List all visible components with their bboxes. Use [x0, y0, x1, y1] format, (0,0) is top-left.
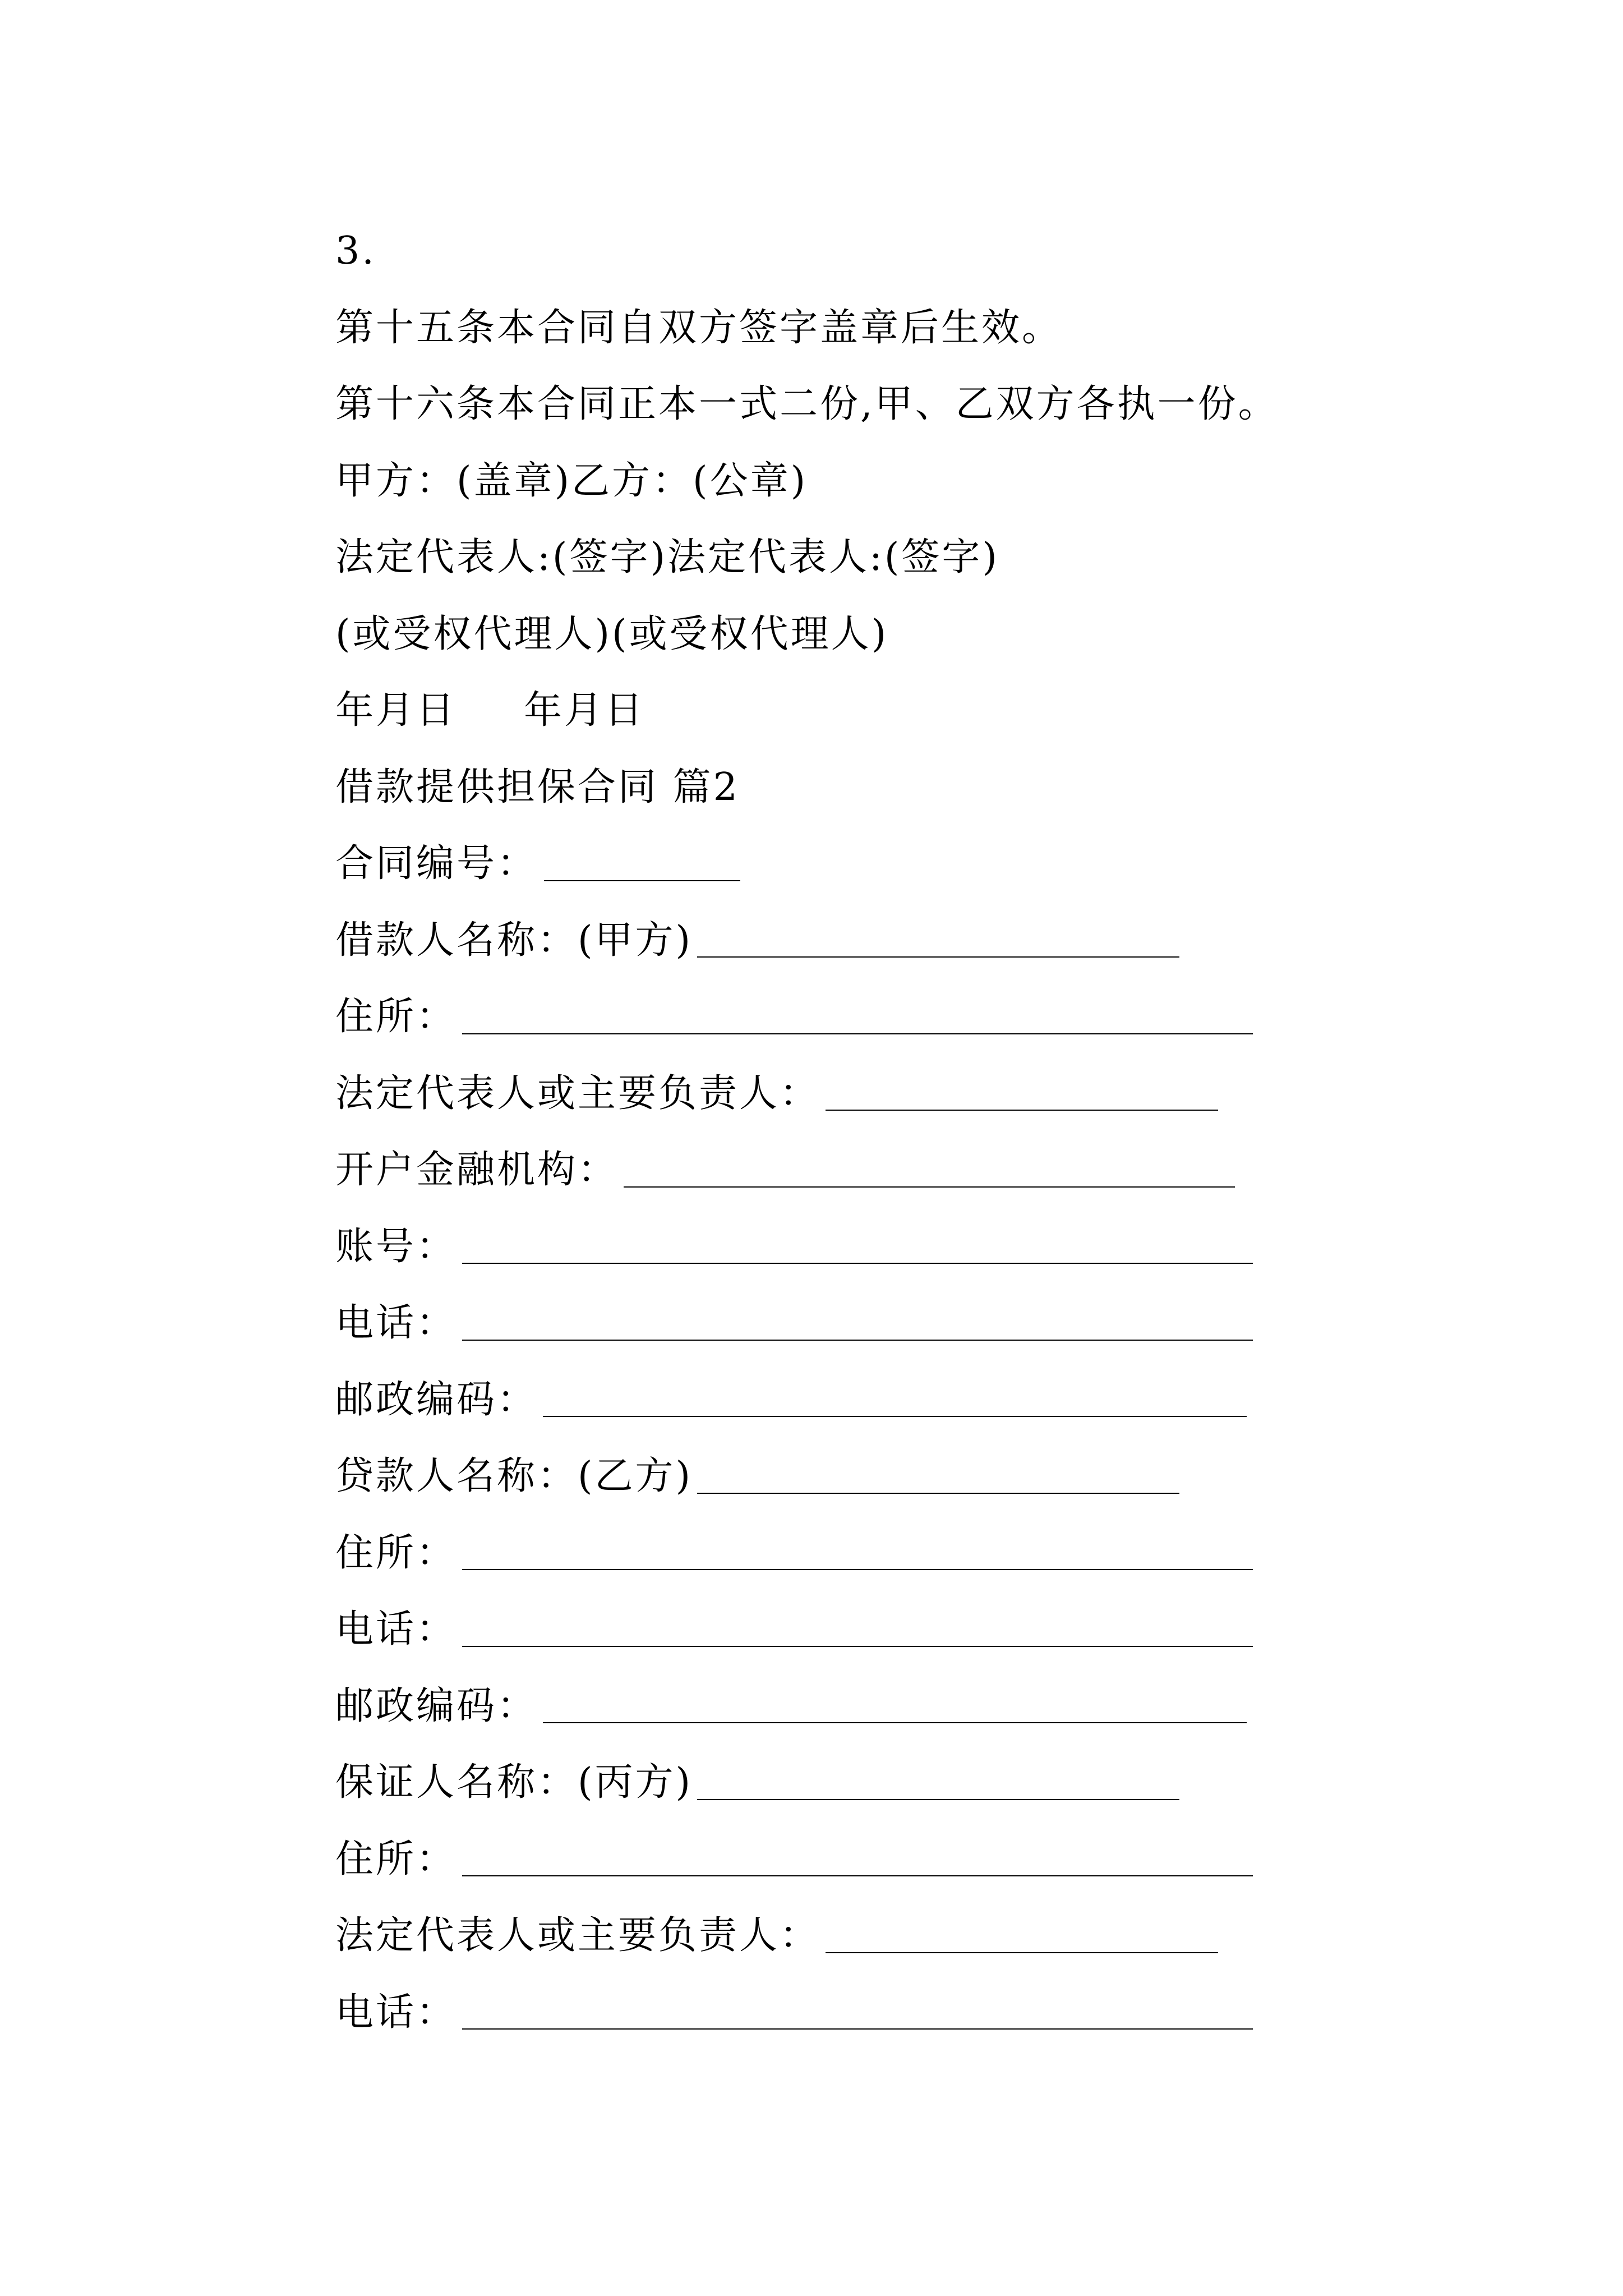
form-field-row: [335, 1668, 1401, 1745]
form-field-row: [335, 1975, 1401, 2051]
borrower-name-label: 借款人名称：(甲方): [335, 918, 693, 963]
guarantor-address-label: 住所：: [335, 1837, 457, 1881]
text-line: [335, 366, 1401, 443]
text-line: [335, 290, 1401, 367]
text-line: [335, 213, 1401, 290]
form-field-row: [335, 1362, 1401, 1439]
contract-heading: 借款提供担保合同 篇2: [335, 765, 740, 809]
section-number: 3.: [335, 229, 376, 273]
form-field-row: [335, 1132, 1401, 1209]
lender-phone-label: 电话：: [335, 1607, 457, 1651]
lender-postcode-label: 邮政编码：: [335, 1683, 538, 1728]
borrower-phone-label: 电话：: [335, 1301, 457, 1345]
form-field-row: [335, 826, 1401, 903]
party-seals: 甲方：(盖章)乙方：(公章): [335, 458, 808, 503]
form-field-row: [335, 1515, 1401, 1592]
document-body: [335, 213, 1401, 2051]
borrower-legal-rep-blank[interactable]: [826, 1110, 1218, 1111]
guarantor-phone-blank[interactable]: [462, 2028, 1253, 2030]
text-line: [335, 673, 1401, 749]
form-field-row: [335, 903, 1401, 979]
text-line: [335, 596, 1401, 673]
lender-phone-blank[interactable]: [462, 1646, 1253, 1647]
date-party-b: 年月日: [524, 688, 645, 733]
borrower-phone-blank[interactable]: [462, 1340, 1253, 1341]
contract-number-blank[interactable]: [544, 880, 740, 881]
borrower-account-blank[interactable]: [462, 1263, 1253, 1264]
guarantor-legal-rep-blank[interactable]: [826, 1952, 1218, 1953]
borrower-address-label: 住所：: [335, 995, 457, 1039]
borrower-bank-blank[interactable]: [624, 1186, 1235, 1188]
form-field-row: [335, 1056, 1401, 1133]
lender-name-blank[interactable]: [697, 1493, 1179, 1494]
lender-address-label: 住所：: [335, 1530, 457, 1575]
borrower-name-blank[interactable]: [697, 956, 1179, 958]
form-field-row: [335, 1285, 1401, 1362]
borrower-legal-rep-label: 法定代表人或主要负责人：: [335, 1071, 820, 1116]
form-field-row: [335, 1209, 1401, 1286]
lender-address-blank[interactable]: [462, 1569, 1253, 1570]
borrower-address-blank[interactable]: [462, 1033, 1253, 1034]
guarantor-address-blank[interactable]: [462, 1875, 1253, 1876]
guarantor-legal-rep-label: 法定代表人或主要负责人：: [335, 1913, 820, 1958]
borrower-bank-label: 开户金融机构：: [335, 1148, 619, 1192]
form-field-row: [335, 1591, 1401, 1668]
form-field-row: [335, 1438, 1401, 1515]
form-field-row: [335, 1898, 1401, 1975]
text-line: [335, 519, 1401, 596]
guarantor-phone-label: 电话：: [335, 1990, 457, 2035]
borrower-postcode-blank[interactable]: [543, 1416, 1247, 1417]
text-line: [335, 749, 1401, 826]
form-field-row: [335, 979, 1401, 1056]
date-party-a: 年月日: [335, 688, 457, 733]
text-line: [335, 443, 1401, 520]
legal-representative-signatures: 法定代表人:(签字)法定代表人:(签字): [335, 535, 999, 579]
lender-name-label: 贷款人名称：(乙方): [335, 1454, 693, 1498]
article-15: 第十五条本合同自双方签字盖章后生效。: [335, 305, 1063, 350]
lender-postcode-blank[interactable]: [543, 1722, 1247, 1723]
guarantor-name-blank[interactable]: [697, 1799, 1179, 1800]
authorized-agent-labels: (或受权代理人)(或受权代理人): [335, 611, 889, 656]
borrower-postcode-label: 邮政编码：: [335, 1377, 538, 1422]
guarantor-name-label: 保证人名称：(丙方): [335, 1760, 693, 1805]
form-field-row: [335, 1745, 1401, 1821]
borrower-account-label: 账号：: [335, 1224, 457, 1269]
form-field-row: [335, 1821, 1401, 1898]
article-16: 第十六条本合同正本一式二份,甲、乙双方各执一份。: [335, 382, 1279, 426]
contract-number-label: 合同编号：: [335, 841, 538, 886]
